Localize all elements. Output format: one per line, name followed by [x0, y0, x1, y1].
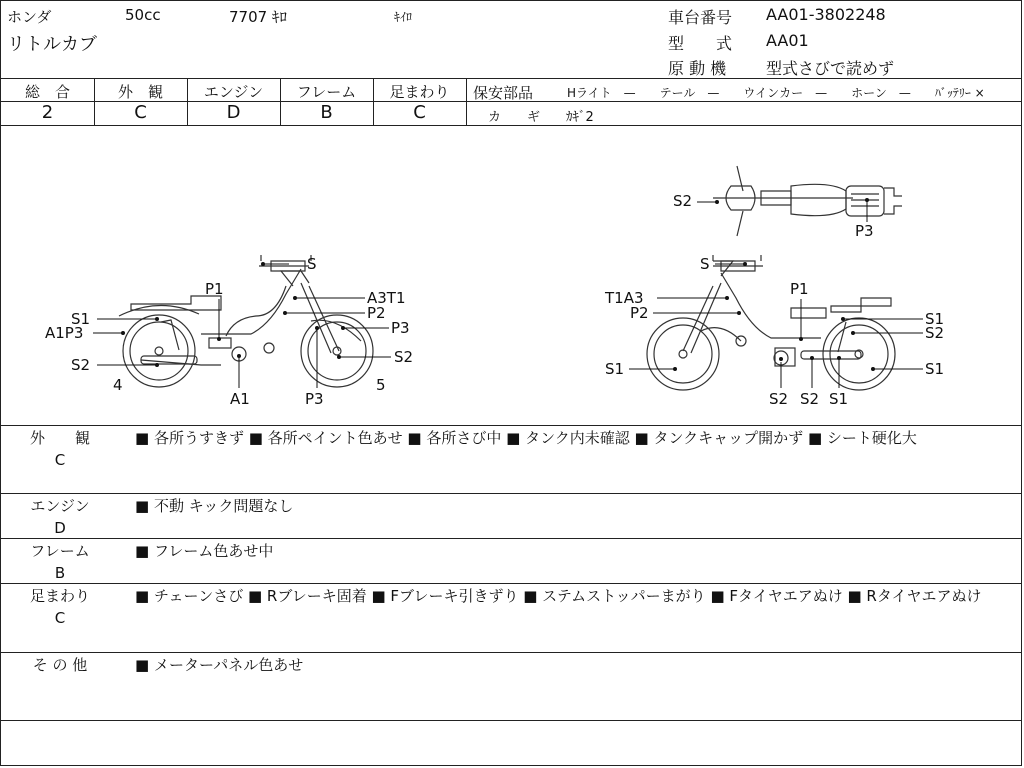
- svg-text:P3: P3: [305, 390, 324, 408]
- mileage: 7707 ｷﾛ: [229, 8, 287, 26]
- maker: ホンダ: [7, 8, 52, 26]
- left-bike-drawing: [119, 255, 373, 387]
- svg-text:S1: S1: [71, 310, 91, 328]
- svg-text:A1: A1: [230, 390, 250, 408]
- grade-label-overall: 総 合: [24, 83, 70, 101]
- damage-diagram: [1, 126, 1023, 426]
- svg-text:P1: P1: [205, 280, 224, 298]
- svg-text:4: 4: [113, 376, 123, 394]
- svg-text:A3T1: A3T1: [367, 289, 406, 307]
- grade-label-exterior: 外 観: [117, 83, 163, 101]
- svg-text:S2: S2: [673, 192, 693, 210]
- svg-text:S1: S1: [925, 310, 945, 328]
- grade-value-frame: B: [320, 102, 333, 123]
- svg-text:S: S: [700, 255, 710, 273]
- remark-text-other: ■ メーターパネル色あせ: [135, 656, 304, 674]
- grade-label-engine: エンジン: [203, 83, 264, 101]
- grade-value-engine: D: [226, 102, 241, 123]
- safety-items: Hライト — テール — ウインカー — ホーン — ﾊﾞｯﾃﾘｰ ×: [567, 86, 985, 100]
- mileage-unit: ｷｲﾛ: [394, 10, 413, 24]
- remark-text-exterior: ■ 各所うすきず ■ 各所ペイント色あせ ■ 各所さび中 ■ タンク内未確認 ■ タンクキャップ開かず ■ シート硬化大: [135, 429, 917, 447]
- svg-text:5: 5: [376, 376, 386, 394]
- remark-label-other: そ の 他: [32, 656, 88, 674]
- grade-value-overall: 2: [41, 102, 54, 123]
- right-bike-drawing: [647, 255, 895, 390]
- remark-text-suspension: ■ チェーンさび ■ Rブレーキ固着 ■ Fブレーキ引きずり ■ ステムストッパーまがり ■ Fタイヤエアぬけ ■ Rタイヤエアぬけ: [135, 587, 982, 605]
- svg-text:S2: S2: [394, 348, 414, 366]
- svg-text:S: S: [307, 255, 317, 273]
- svg-text:S1: S1: [605, 360, 625, 378]
- safety-title: 保安部品: [473, 84, 534, 102]
- remark-label-suspension: 足まわり C: [29, 587, 90, 627]
- displacement: 50cc: [125, 6, 161, 24]
- svg-text:P3: P3: [855, 222, 874, 240]
- svg-text:P2: P2: [630, 304, 649, 322]
- grade-label-suspension: 足まわり: [389, 83, 450, 101]
- svg-text:S2: S2: [925, 324, 945, 342]
- remark-label-frame: フレーム B: [30, 542, 90, 582]
- engine-value: 型式さびで読めず: [766, 59, 895, 78]
- remark-label-engine: エンジン D: [30, 497, 90, 537]
- remark-text-engine: ■ 不動 キック問題なし: [135, 497, 294, 515]
- svg-text:P2: P2: [367, 304, 386, 322]
- damage-dots: [121, 198, 875, 371]
- svg-text:A1P3: A1P3: [45, 324, 84, 342]
- svg-text:P1: P1: [790, 280, 809, 298]
- grade-label-frame: フレーム: [296, 83, 357, 101]
- model-name: リトルカブ: [7, 34, 97, 55]
- type-label: 型 式: [668, 34, 733, 53]
- svg-text:T1A3: T1A3: [605, 289, 644, 307]
- grade-value-suspension: C: [413, 102, 426, 123]
- key-value: ｶｷﾞ2: [566, 110, 594, 125]
- svg-text:S2: S2: [769, 390, 789, 408]
- svg-text:S2: S2: [800, 390, 820, 408]
- remark-label-exterior: 外 観 C: [29, 429, 90, 469]
- divider: [1, 78, 1021, 79]
- top-bike-drawing: [713, 166, 902, 236]
- svg-text:S1: S1: [925, 360, 945, 378]
- remark-text-frame: ■ フレーム色あせ中: [135, 542, 274, 560]
- svg-text:S2: S2: [71, 356, 91, 374]
- engine-label: 原 動 機: [668, 59, 727, 78]
- svg-text:P3: P3: [391, 319, 410, 337]
- diagram-labels: [45, 192, 944, 408]
- frame-no-label: 車台番号: [668, 8, 733, 27]
- svg-text:S1: S1: [829, 390, 849, 408]
- type-value: AA01: [766, 31, 809, 50]
- grade-value-exterior: C: [134, 102, 147, 123]
- frame-no: AA01-3802248: [766, 5, 886, 24]
- key-label: カ ギ: [488, 110, 541, 125]
